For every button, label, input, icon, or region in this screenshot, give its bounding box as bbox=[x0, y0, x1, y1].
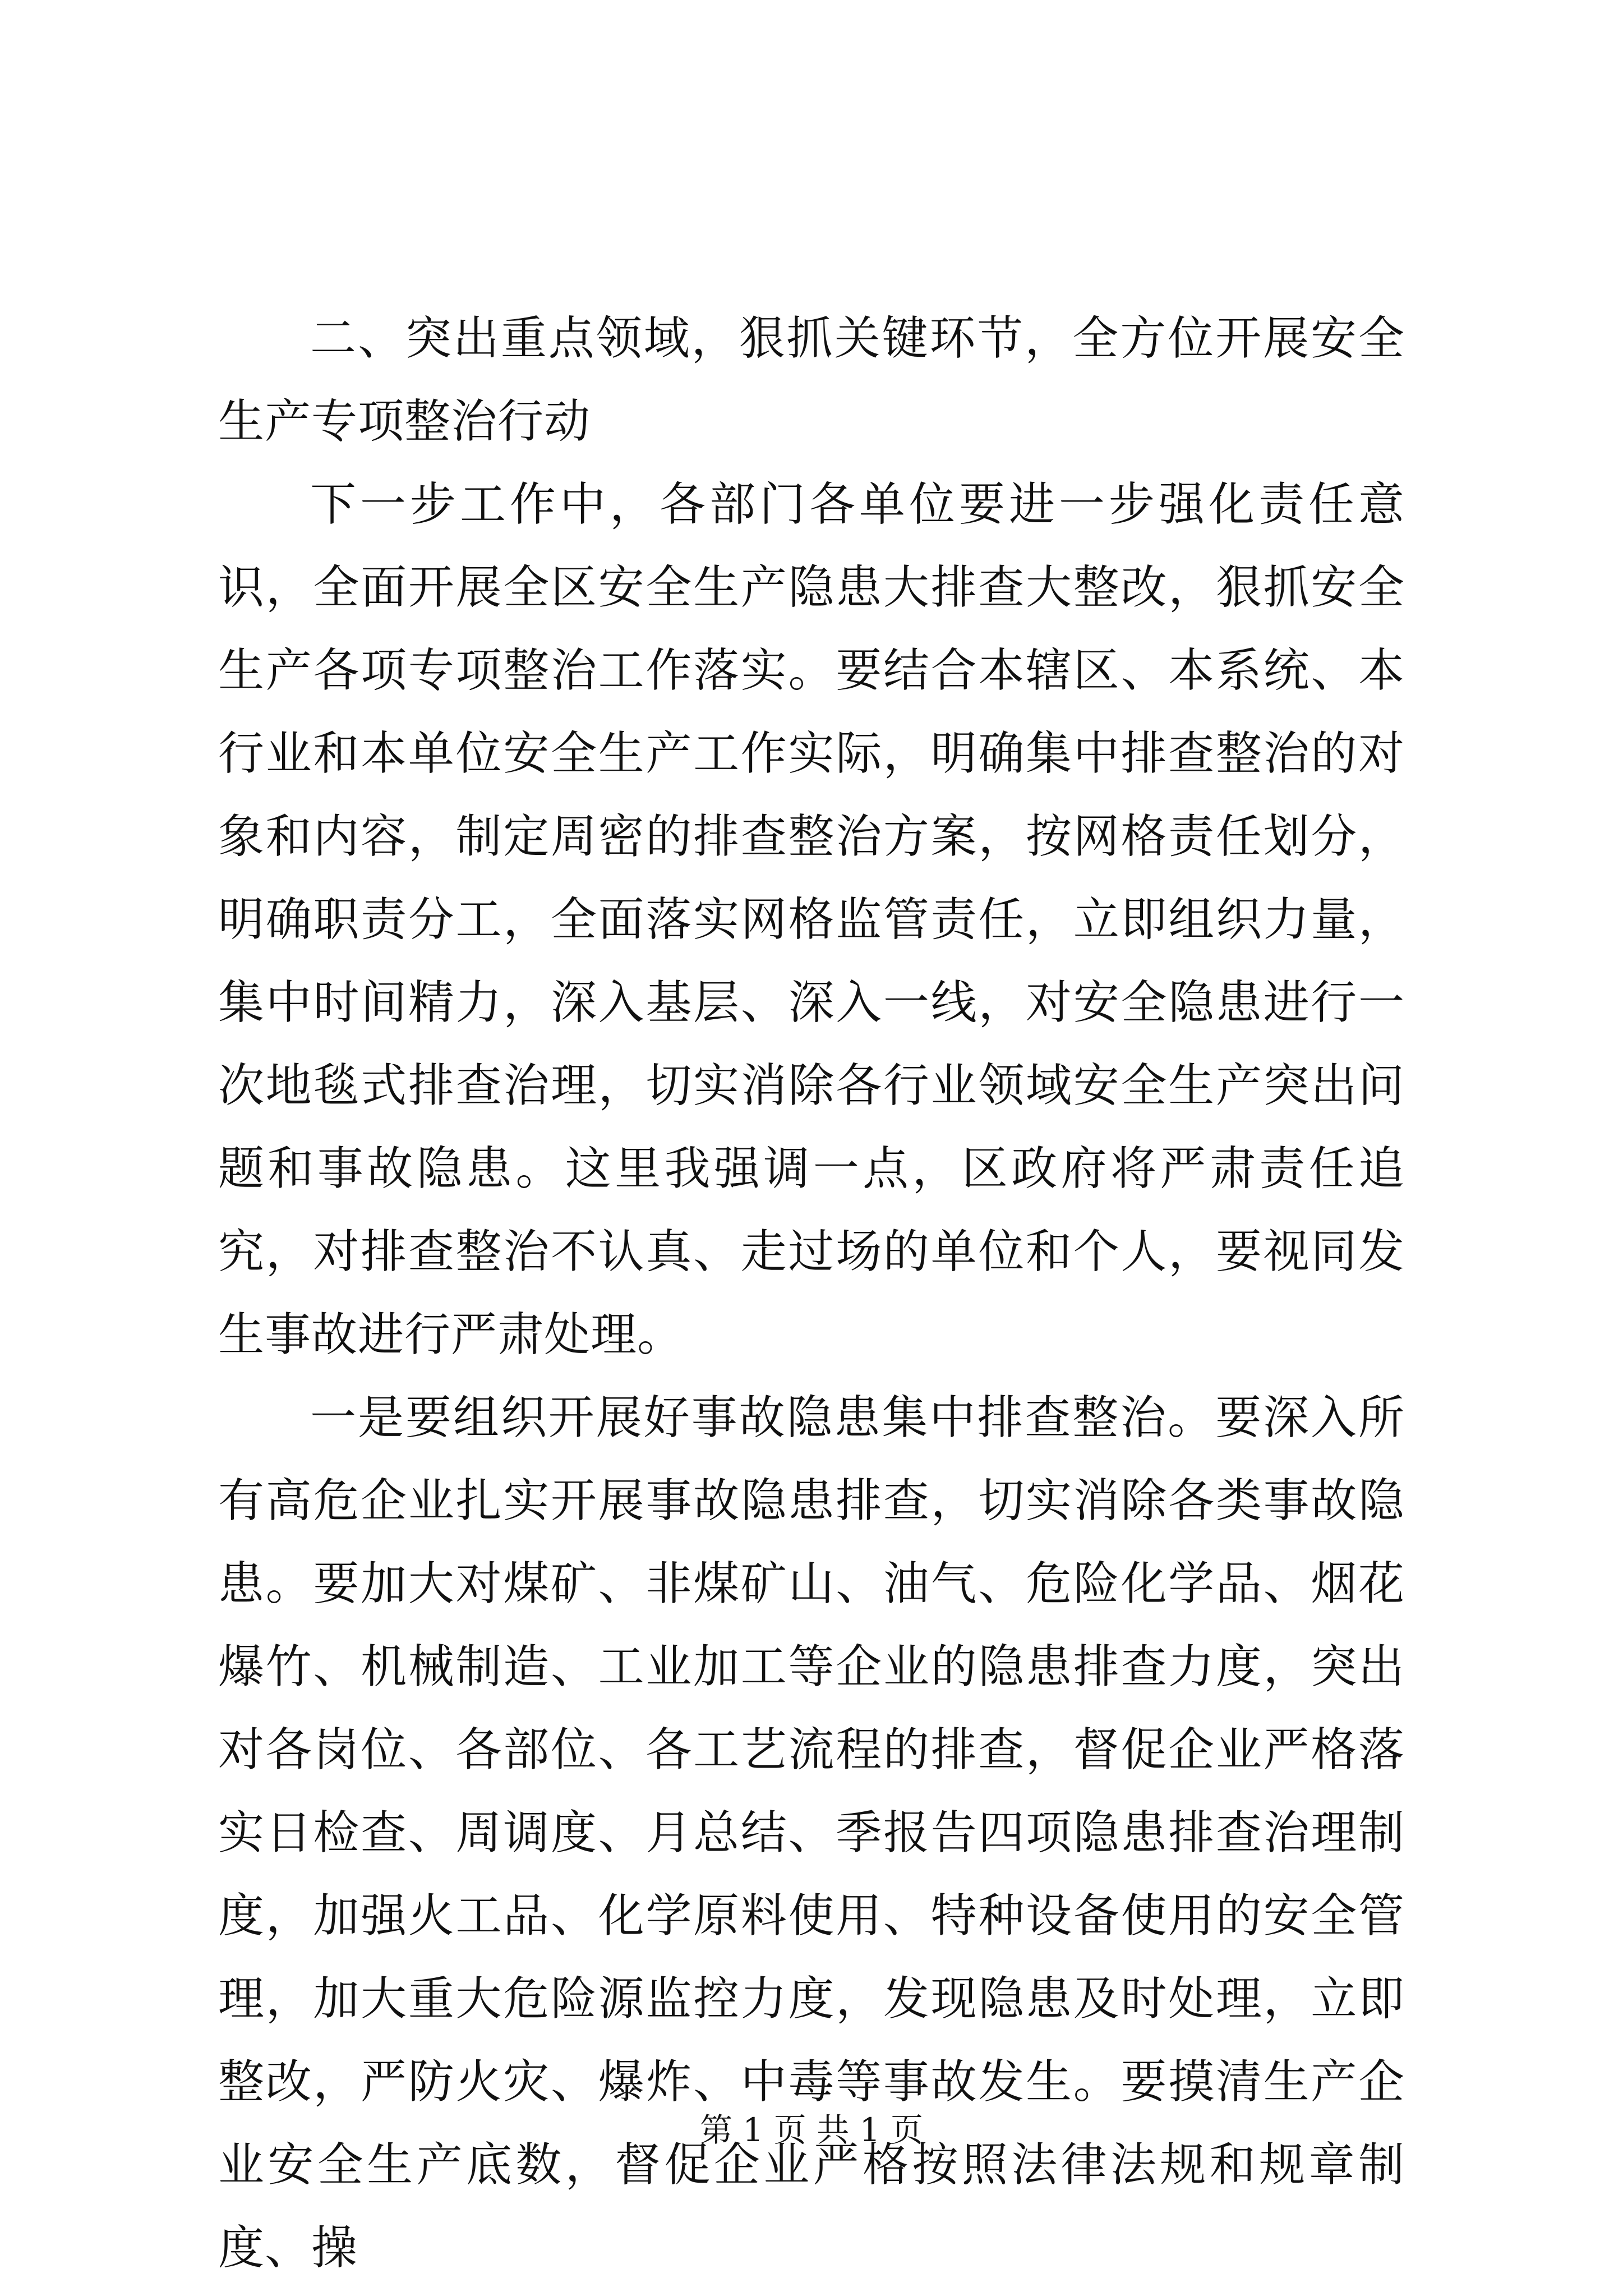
section-heading: 二、突出重点领域，狠抓关键环节，全方位开展安全生产专项整治行动 bbox=[218, 312, 1405, 448]
paragraph-1: 下一步工作中，各部门各单位要进一步强化责任意识，全面开展全区安全生产隐患大排查大整改，狠抓安全生产各项专项整治工作落实。要结合本辖区、本系统、本行业和本单位安全生产工作实际，明确集中排查整治的对象和内容，制定周密的排查整治方案，按网格责任划分，明确职责分工，全面落实网格监管责任，立即组织力量，集中时间精力，深入基层、深入一线，对安全隐患进行一次地毯式排查治理，切实消除各行业领域安全生产突出问题和事故隐患。这里我强调一点，区政府将严肃责任追究，对排查整治不认真、走过场的单位和个人，要视同发生事故进行严肃处理。 bbox=[218, 478, 1405, 1361]
paragraph-2: 一是要组织开展好事故隐患集中排查整治。要深入所有高危企业扎实开展事故隐患排查，切实消除各类事故隐患。要加大对煤矿、非煤矿山、油气、危险化学品、烟花爆竹、机械制造、工业加工等企业的隐患排查力度，突出对各岗位、各部位、各工艺流程的排查，督促企业严格落实日检查、周调度、月总结、季报告四项隐患排查治理制度，加强火工品、化学原料使用、特种设备使用的安全管理，加大重大危险源监控力度，发现隐患及时处理，立即整改，严防火灾、爆炸、中毒等事故发生。要摸清生产企业安全生产底数，督促企业严格按照法律法规和规章制度、操 bbox=[218, 1391, 1405, 2275]
document-body bbox=[218, 297, 1405, 2290]
page-footer: 第 1 页 共 1 页 bbox=[700, 2111, 923, 2149]
